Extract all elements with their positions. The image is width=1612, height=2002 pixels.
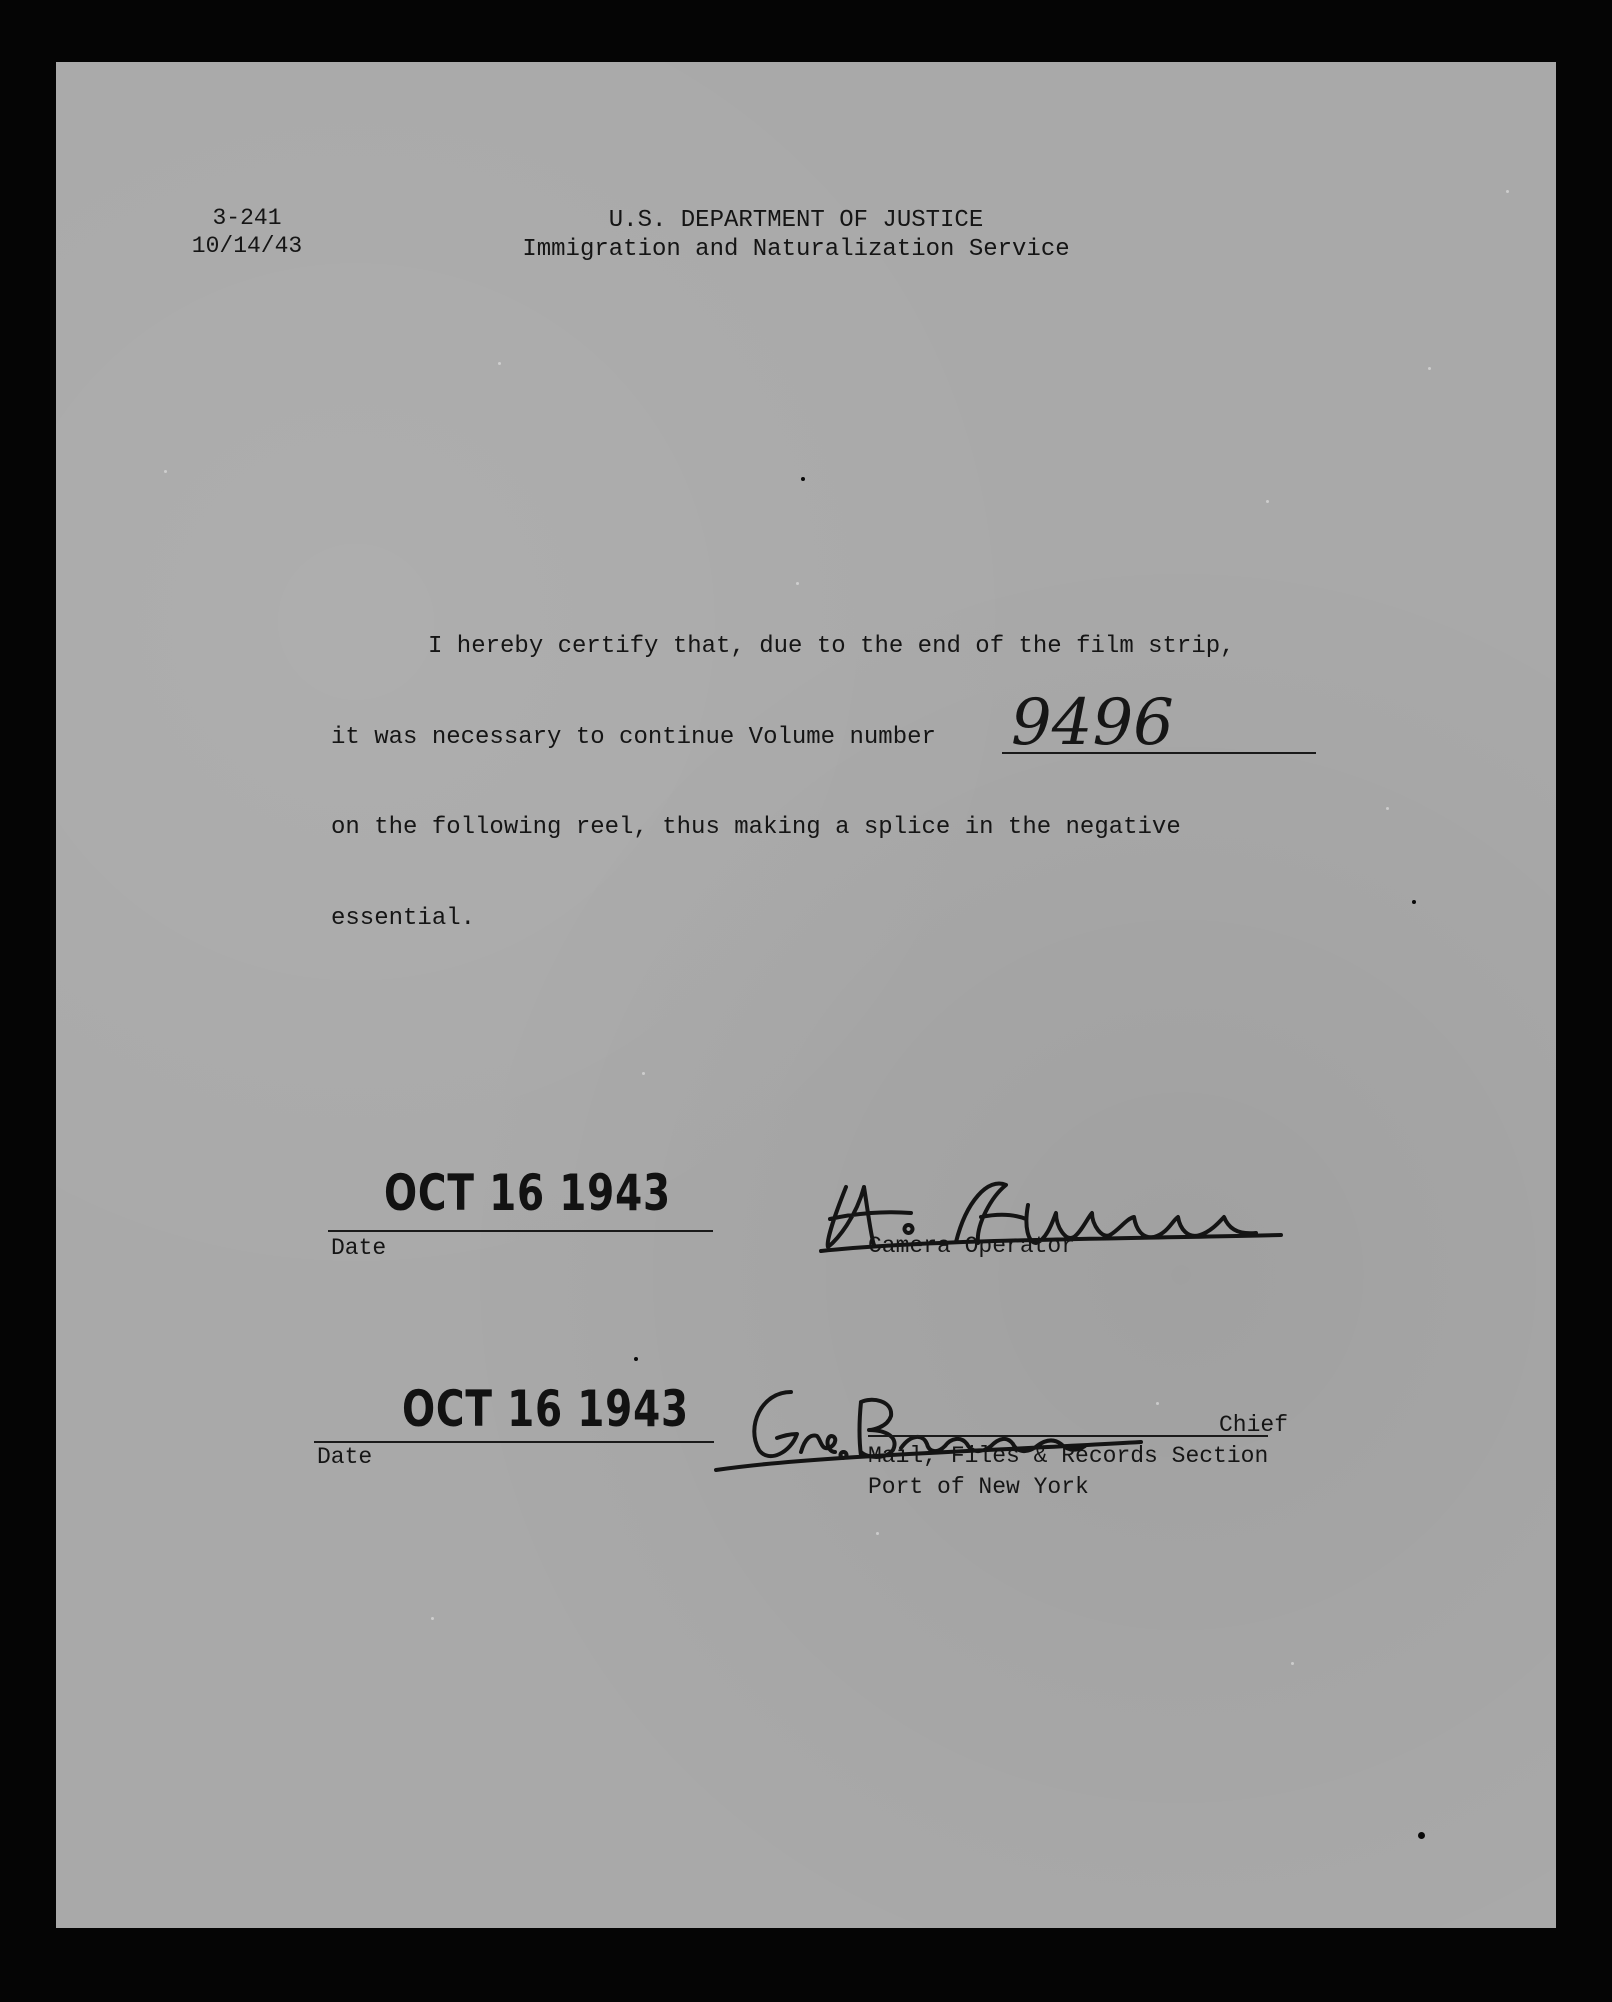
certification-line-2: it was necessary to continue Volume number: [331, 724, 936, 751]
agency-title: U.S. DEPARTMENT OF JUSTICE: [608, 207, 984, 234]
operator-date-line: [328, 1230, 713, 1232]
form-code: [182, 204, 312, 260]
film-speck: [1412, 900, 1416, 904]
film-speck: [1386, 807, 1389, 810]
port-title: Port of New York: [868, 1474, 1089, 1500]
film-speck: [1428, 367, 1431, 370]
section-title: Mail, Files & Records Section: [868, 1443, 1269, 1469]
film-speck: [1506, 190, 1509, 193]
film-speck: [876, 1532, 879, 1535]
film-speck: [1266, 500, 1269, 503]
chief-title: Chief: [1219, 1412, 1289, 1438]
film-speck: [431, 1617, 434, 1620]
film-speck: [1418, 1832, 1425, 1839]
certification-line-4: essential.: [331, 905, 476, 932]
service-title: Immigration and Naturalization Service: [522, 236, 1070, 263]
film-speck: [796, 582, 799, 585]
form-revision-date: 10/14/43: [191, 233, 303, 259]
certification-line-1: I hereby certify that, due to the end of the film strip,: [428, 633, 1235, 660]
form-number: 3-241: [212, 205, 282, 231]
film-speck: [1291, 1662, 1294, 1665]
film-speck: [634, 1357, 638, 1361]
film-speck: [801, 477, 805, 481]
chief-date-label: Date: [317, 1444, 373, 1470]
chief-date-stamp: OCT 16 1943: [402, 1380, 689, 1438]
certification-line-3: on the following reel, thus making a splice in the negative: [331, 814, 1181, 841]
camera-operator-label: Camera Operator: [868, 1233, 1076, 1259]
operator-date-label: Date: [331, 1235, 387, 1261]
volume-number: 9496: [1011, 686, 1174, 760]
film-speck: [164, 470, 167, 473]
film-speck: [1156, 1402, 1159, 1405]
film-speck: [498, 362, 501, 365]
film-speck: [642, 1072, 645, 1075]
operator-date-stamp: OCT 16 1943: [384, 1164, 671, 1222]
chief-date-line: [314, 1441, 714, 1443]
chief-signature-line: [868, 1435, 1268, 1437]
document-page: [56, 62, 1556, 1928]
